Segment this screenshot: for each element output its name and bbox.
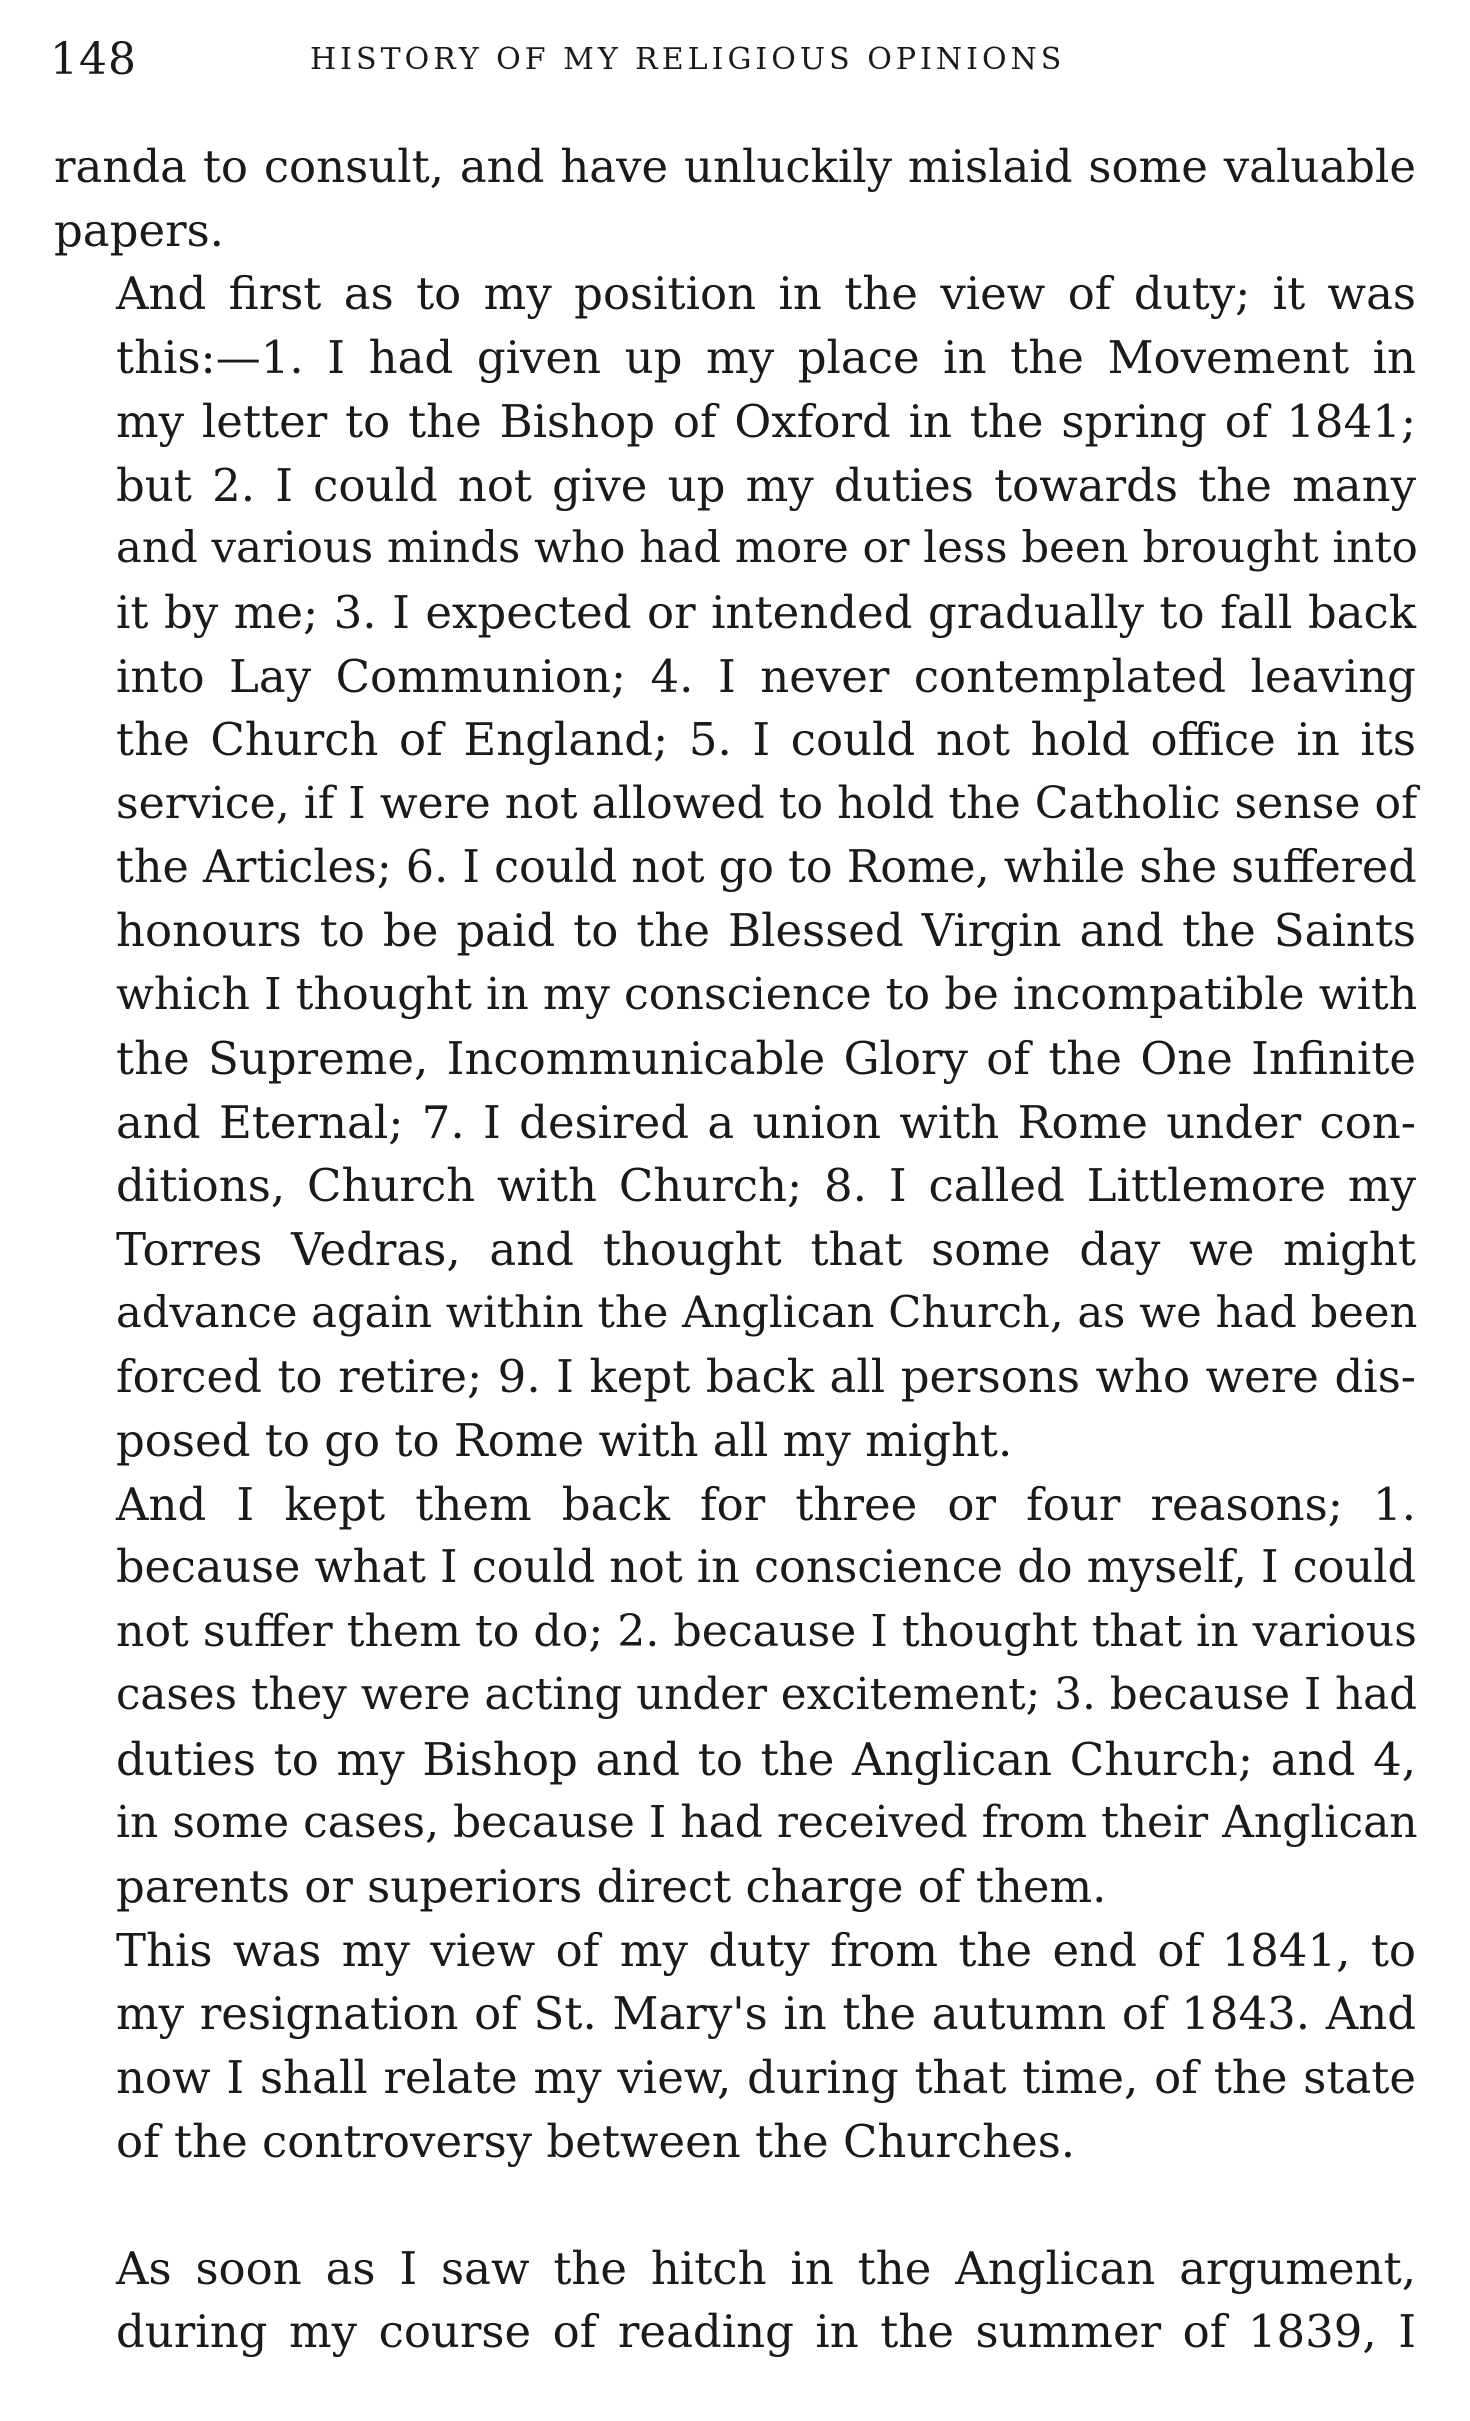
text-line: because what I could not in conscience do myself, I could (116, 1541, 1416, 1594)
text-line: not suffer them to do; 2. because I thought that in various (116, 1606, 1417, 1658)
text-line: the Supreme, Incommunicable Glory of the One Infinite (116, 1031, 1416, 1085)
text-line: And first as to my position in the view of duty; it was (116, 267, 1416, 321)
body-text (54, 135, 1416, 2364)
paragraph-position-in-view-of-duty (54, 262, 1416, 1472)
running-head (50, 30, 1420, 90)
text-line: parents or superiors direct charge of them. (116, 1859, 1107, 1913)
text-line: ditions, Church with Church; 8. I called Littlemore my (116, 1159, 1416, 1213)
text-line: which I thought in my conscience to be incompatible with (116, 969, 1418, 1021)
text-line: now I shall relate my view, during that time, of the state (116, 2051, 1416, 2105)
paragraph-view-of-duty-summary (54, 1919, 1416, 2174)
text-line: my letter to the Bishop of Oxford in the spring of 1841; (116, 394, 1416, 448)
text-line: honours to be paid to the Blessed Virgin and the Saints (116, 904, 1416, 958)
paragraph-anglican-argument (54, 2237, 1416, 2364)
text-line: of the controversy between the Churches. (116, 2114, 1076, 2168)
text-line: the Church of England; 5. I could not hold office in its (116, 713, 1416, 767)
text-line: during my course of reading in the summer of 1839, I (116, 2305, 1416, 2359)
text-line: duties to my Bishop and to the Anglican Church; and 4, (116, 1732, 1416, 1786)
text-line: forced to retire; 9. I kept back all persons who were dis- (116, 1350, 1416, 1404)
text-line: service, if I were not allowed to hold the Catholic sense of (116, 778, 1418, 830)
text-line: randa to consult, and have unluckily mislaid some valuable (54, 140, 1416, 193)
text-line: Torres Vedras, and thought that some day we might (116, 1222, 1416, 1276)
text-line: And I kept them back for three or four reasons; 1. (116, 1477, 1416, 1531)
text-line: advance again within the Anglican Church, as we had been (116, 1287, 1418, 1338)
text-line: this:—1. I had given up my place in the Movement in (116, 331, 1416, 385)
text-line: in some cases, because I had received from their Anglican (116, 1797, 1418, 1849)
text-line: it by me; 3. I expected or intended gradually to fall back (116, 585, 1416, 639)
text-line: and Eternal; 7. I desired a union with Rome under con- (116, 1095, 1416, 1149)
text-line: cases they were acting under excitement; 3. because I had (116, 1669, 1418, 1720)
text-line: into Lay Communion; 4. I never contemplated leaving (116, 649, 1416, 703)
text-line: and various minds who had more or less been brought into (116, 523, 1418, 574)
text-line: papers. (54, 203, 224, 257)
page-number: 148 (50, 34, 137, 85)
text-line: As soon as I saw the hitch in the Anglican argument, (116, 2241, 1416, 2295)
text-line: This was my view of my duty from the end of 1841, to (116, 1923, 1416, 1977)
paragraph-reasons (54, 1473, 1416, 1919)
text-line: the Articles; 6. I could not go to Rome, while she suffered (116, 841, 1417, 893)
paragraph-continuation (54, 135, 1416, 262)
text-line: my resignation of St. Mary's in the autumn of 1843. And (116, 1987, 1416, 2041)
text-line: posed to go to Rome with all my might. (116, 1414, 1013, 1468)
text-line: but 2. I could not give up my duties towards the many (116, 458, 1416, 512)
running-title: HISTORY OF MY RELIGIOUS OPINIONS (310, 42, 1066, 77)
